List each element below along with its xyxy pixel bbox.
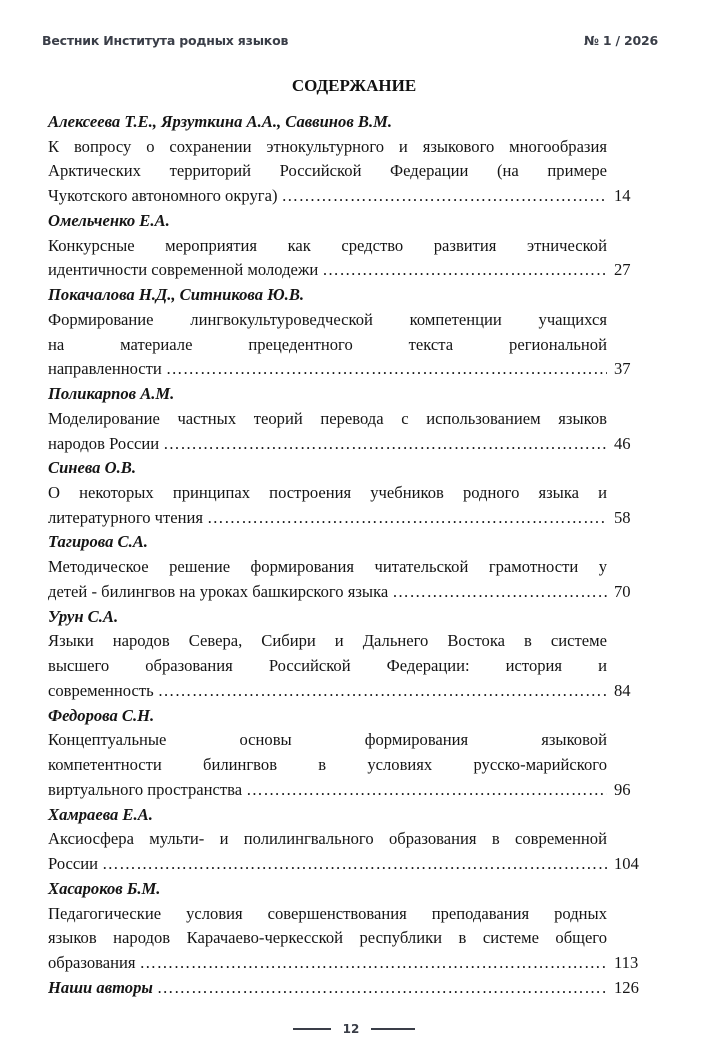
toc-entry-title-line: языков народов Карачаево-черкесской республики в системе общего <box>48 928 607 948</box>
footer-rule-right <box>371 1028 415 1030</box>
toc-entry-title-line: компетентности билингвов в условиях русско-марийского <box>48 755 607 775</box>
toc-entry <box>48 283 652 382</box>
toc-page-number[interactable]: 84 <box>614 680 631 700</box>
toc-leader-line <box>48 357 607 382</box>
page-footer <box>0 1022 708 1036</box>
toc-entry-author: Омельченко Е.А. <box>48 210 170 230</box>
toc-entry-title-line: Моделирование частных теорий перевода с использованием языков <box>48 408 607 428</box>
toc-entry-author: Тагирова С.А. <box>48 532 148 552</box>
toc-entry-title-end: литературного чтения <box>48 507 204 527</box>
toc-entry <box>48 877 652 976</box>
toc-page-number[interactable]: 113 <box>614 952 639 972</box>
toc-entry-title-line: Арктических территорий Российской Федерации (на примере <box>48 161 607 181</box>
toc-entry-author: Хасароков Б.М. <box>48 878 161 898</box>
toc-page-number[interactable]: 46 <box>614 433 631 453</box>
toc-entry-title-line: Концептуальные основы формирования языковой <box>48 730 607 750</box>
toc-page-number[interactable]: 14 <box>614 186 631 206</box>
page-number: 12 <box>342 1022 360 1036</box>
toc-entry-title-line: К вопросу о сохранении этнокультурного и языкового многообразия <box>48 136 607 156</box>
toc-entry-title-end: идентичности современной молодежи <box>48 260 319 280</box>
toc-entry-author: Покачалова Н.Д., Ситникова Ю.В. <box>48 285 305 305</box>
running-header <box>42 29 658 51</box>
toc-entry-author: Федорова С.Н. <box>48 705 155 725</box>
dot-leader <box>102 852 607 877</box>
toc-page-number[interactable]: 126 <box>614 977 639 997</box>
toc-entry-title-end: Чукотского автономного округа) <box>48 186 278 206</box>
toc-entry-author: Поликарпов А.М. <box>48 384 175 404</box>
issue-number: № 1 / 2026 <box>583 32 658 48</box>
toc-entry-title-end: виртуального пространства <box>48 779 243 799</box>
dot-leader <box>392 580 607 605</box>
toc-leader-line <box>48 258 607 283</box>
toc-leader-line <box>48 976 607 1001</box>
dot-leader <box>140 951 607 976</box>
toc-entry-title-end: современность <box>48 680 154 700</box>
toc-entry <box>48 209 652 283</box>
dot-leader <box>246 778 607 803</box>
toc-leader-line <box>48 184 607 209</box>
toc-entry-link[interactable] <box>48 258 652 283</box>
toc-leader-line <box>48 580 607 605</box>
dot-leader <box>157 976 607 1001</box>
toc-page-number[interactable]: 58 <box>614 507 631 527</box>
toc-entry-title-line: Конкурсные мероприятия как средство развития этнической <box>48 235 607 255</box>
toc-entry-link[interactable] <box>48 580 652 605</box>
toc-entry-title-end: Наши авторы <box>48 977 153 997</box>
toc-entry-title-line: Методическое решение формирования читательской грамотности у <box>48 557 607 577</box>
toc-entry-title-end: образования <box>48 952 136 972</box>
toc-entry-title-end: России <box>48 854 99 874</box>
toc-entry-title-end: направленности <box>48 359 162 379</box>
toc-entry-link[interactable] <box>48 852 652 877</box>
toc-leader-line <box>48 778 607 803</box>
toc-entry-title-line: Аксиосфера мульти- и полилингвального образования в современной <box>48 829 607 849</box>
toc-leader-line <box>48 951 607 976</box>
dot-leader <box>207 506 607 531</box>
toc-leader-line <box>48 432 607 457</box>
toc-entry-link[interactable] <box>48 506 652 531</box>
toc-entry-title-end: детей - билингвов на уроках башкирского языка <box>48 581 389 601</box>
toc-page-number[interactable]: 27 <box>614 260 631 280</box>
toc-entry <box>48 803 652 877</box>
dot-leader <box>166 357 607 382</box>
toc-entry-author: Урун С.А. <box>48 606 119 626</box>
toc-entry-author: Синева О.В. <box>48 458 136 478</box>
toc-entry <box>48 530 652 604</box>
toc-entry-link[interactable] <box>48 778 652 803</box>
toc-page-number[interactable]: 96 <box>614 779 631 799</box>
toc-entry-title-line: Педагогические условия совершенствования преподавания родных <box>48 903 607 923</box>
toc-our-authors-link[interactable] <box>48 976 652 1001</box>
toc-entry-title-end: народов России <box>48 433 160 453</box>
dot-leader <box>158 679 607 704</box>
toc-entry-link[interactable] <box>48 951 652 976</box>
toc-entry-title-line: высшего образования Российской Федерации: история и <box>48 656 607 676</box>
toc-page-number[interactable]: 70 <box>614 581 631 601</box>
toc-entry-title-line: на материале прецедентного текста региональной <box>48 334 607 354</box>
toc-entry <box>48 382 652 456</box>
toc-leader-line <box>48 679 607 704</box>
toc-entry-link[interactable] <box>48 184 652 209</box>
toc-entry-link[interactable] <box>48 357 652 382</box>
dot-leader <box>322 258 607 283</box>
table-of-contents <box>48 110 652 1000</box>
journal-title: Вестник Института родных языков <box>42 32 289 48</box>
toc-entry-title-line: О некоторых принципах построения учебников родного языка и <box>48 483 607 503</box>
footer-rule-left <box>293 1028 331 1030</box>
toc-entry-author: Алексеева Т.Е., Ярзуткина А.А., Саввинов В.М. <box>48 112 392 131</box>
toc-page-number[interactable]: 37 <box>614 359 631 379</box>
toc-page-number[interactable]: 104 <box>614 854 639 874</box>
toc-entry-link[interactable] <box>48 432 652 457</box>
page-title: СОДЕРЖАНИЕ <box>291 76 417 95</box>
toc-entry <box>48 110 652 209</box>
toc-entry <box>48 456 652 530</box>
toc-entry <box>48 605 652 704</box>
toc-leader-line <box>48 852 607 877</box>
dot-leader <box>281 184 607 209</box>
toc-leader-line <box>48 506 607 531</box>
dot-leader <box>163 432 607 457</box>
toc-entry-title-line: Формирование лингвокультуроведческой компетенции учащихся <box>48 309 607 329</box>
toc-entry-author: Хамраева Е.А. <box>48 804 153 824</box>
toc-entry-link[interactable] <box>48 679 652 704</box>
toc-entry <box>48 704 652 803</box>
toc-entry-title-line: Языки народов Севера, Сибири и Дальнего Востока в системе <box>48 631 607 651</box>
